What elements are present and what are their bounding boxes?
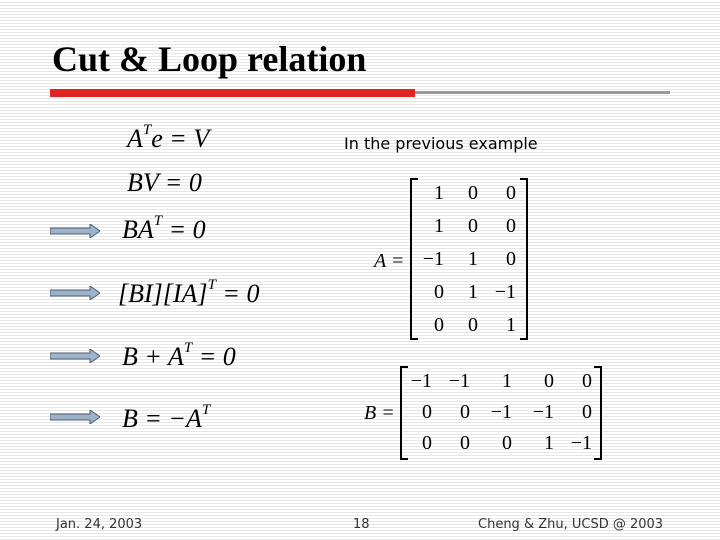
equation-6 bbox=[122, 404, 210, 434]
equation-5-lhs: B + A bbox=[122, 342, 184, 371]
equation-1-rhs: e = V bbox=[151, 124, 210, 153]
matrix-cell: −1 bbox=[532, 401, 554, 423]
equation-1-lhs: A bbox=[127, 124, 143, 153]
matrix-cell: 0 bbox=[502, 432, 512, 454]
matrix-cell: 0 bbox=[506, 182, 516, 204]
matrix-cell: 0 bbox=[506, 248, 516, 270]
matrix-cell: 1 bbox=[468, 248, 478, 270]
matrix-cell: 1 bbox=[544, 432, 554, 454]
arrow-1 bbox=[50, 224, 100, 238]
equation-3 bbox=[122, 215, 206, 245]
equation-3-rhs: = 0 bbox=[162, 215, 206, 244]
matrix-cell: −1 bbox=[422, 248, 444, 270]
title-underline-red bbox=[50, 89, 415, 97]
matrix-cell: 0 bbox=[422, 401, 432, 423]
matrix-cell: 0 bbox=[434, 314, 444, 336]
matrix-cell: 1 bbox=[506, 314, 516, 336]
slide-title: Cut & Loop relation bbox=[52, 39, 367, 79]
matrix-cell: 0 bbox=[422, 432, 432, 454]
equation-4 bbox=[118, 279, 259, 309]
matrix-cell: 1 bbox=[434, 215, 444, 237]
footer-credit: Cheng & Zhu, UCSD @ 2003 bbox=[478, 517, 664, 532]
matrix-b-tilde-label: B = bbox=[364, 402, 395, 424]
matrix-cell: 0 bbox=[468, 215, 478, 237]
matrix-cell: −1 bbox=[570, 432, 592, 454]
matrix-cell: 0 bbox=[468, 182, 478, 204]
equation-3-sup: T bbox=[153, 213, 163, 230]
equation-3-lhs: BA bbox=[122, 215, 154, 244]
matrix-b-tilde bbox=[400, 368, 602, 458]
arrow-2 bbox=[50, 286, 100, 300]
matrix-cell: −1 bbox=[490, 401, 512, 423]
equation-2 bbox=[127, 168, 202, 198]
matrix-cell: 0 bbox=[506, 215, 516, 237]
matrix-cell: −1 bbox=[448, 370, 470, 392]
equation-5-sup: T bbox=[183, 340, 193, 357]
equation-6-lhs: B = −A bbox=[122, 404, 202, 433]
equation-5 bbox=[122, 342, 236, 372]
matrix-cell: 1 bbox=[468, 281, 478, 303]
matrix-cell: 0 bbox=[582, 401, 592, 423]
equation-6-sup: T bbox=[201, 402, 211, 419]
matrix-cell: 1 bbox=[502, 370, 512, 392]
equation-2-text: BV = 0 bbox=[127, 168, 202, 197]
equation-4-rhs: = 0 bbox=[215, 279, 260, 308]
footer-date: Jan. 24, 2003 bbox=[56, 517, 143, 532]
equation-5-rhs: = 0 bbox=[192, 342, 236, 371]
matrix-cell: −1 bbox=[410, 370, 432, 392]
matrix-cell: 0 bbox=[434, 281, 444, 303]
footer-page-number: 18 bbox=[353, 517, 370, 532]
matrix-cell: 0 bbox=[460, 401, 470, 423]
equation-4-lhs: [BI][IA] bbox=[118, 279, 208, 308]
matrix-cell: 0 bbox=[544, 370, 554, 392]
matrix-cell: 0 bbox=[468, 314, 478, 336]
matrix-cell: 0 bbox=[460, 432, 470, 454]
matrix-cell: −1 bbox=[494, 281, 516, 303]
equation-1-sup: T bbox=[142, 122, 152, 139]
matrix-a-tilde bbox=[410, 180, 528, 338]
matrix-cell: 1 bbox=[434, 182, 444, 204]
matrix-cell: 0 bbox=[582, 370, 592, 392]
arrow-3 bbox=[50, 349, 100, 363]
equation-4-sup: T bbox=[207, 277, 216, 294]
arrow-4 bbox=[50, 410, 100, 424]
title-underline-gray bbox=[415, 91, 670, 94]
matrix-a-tilde-label: A = bbox=[374, 250, 405, 272]
equation-1 bbox=[127, 124, 209, 154]
example-caption: In the previous example bbox=[344, 134, 538, 153]
